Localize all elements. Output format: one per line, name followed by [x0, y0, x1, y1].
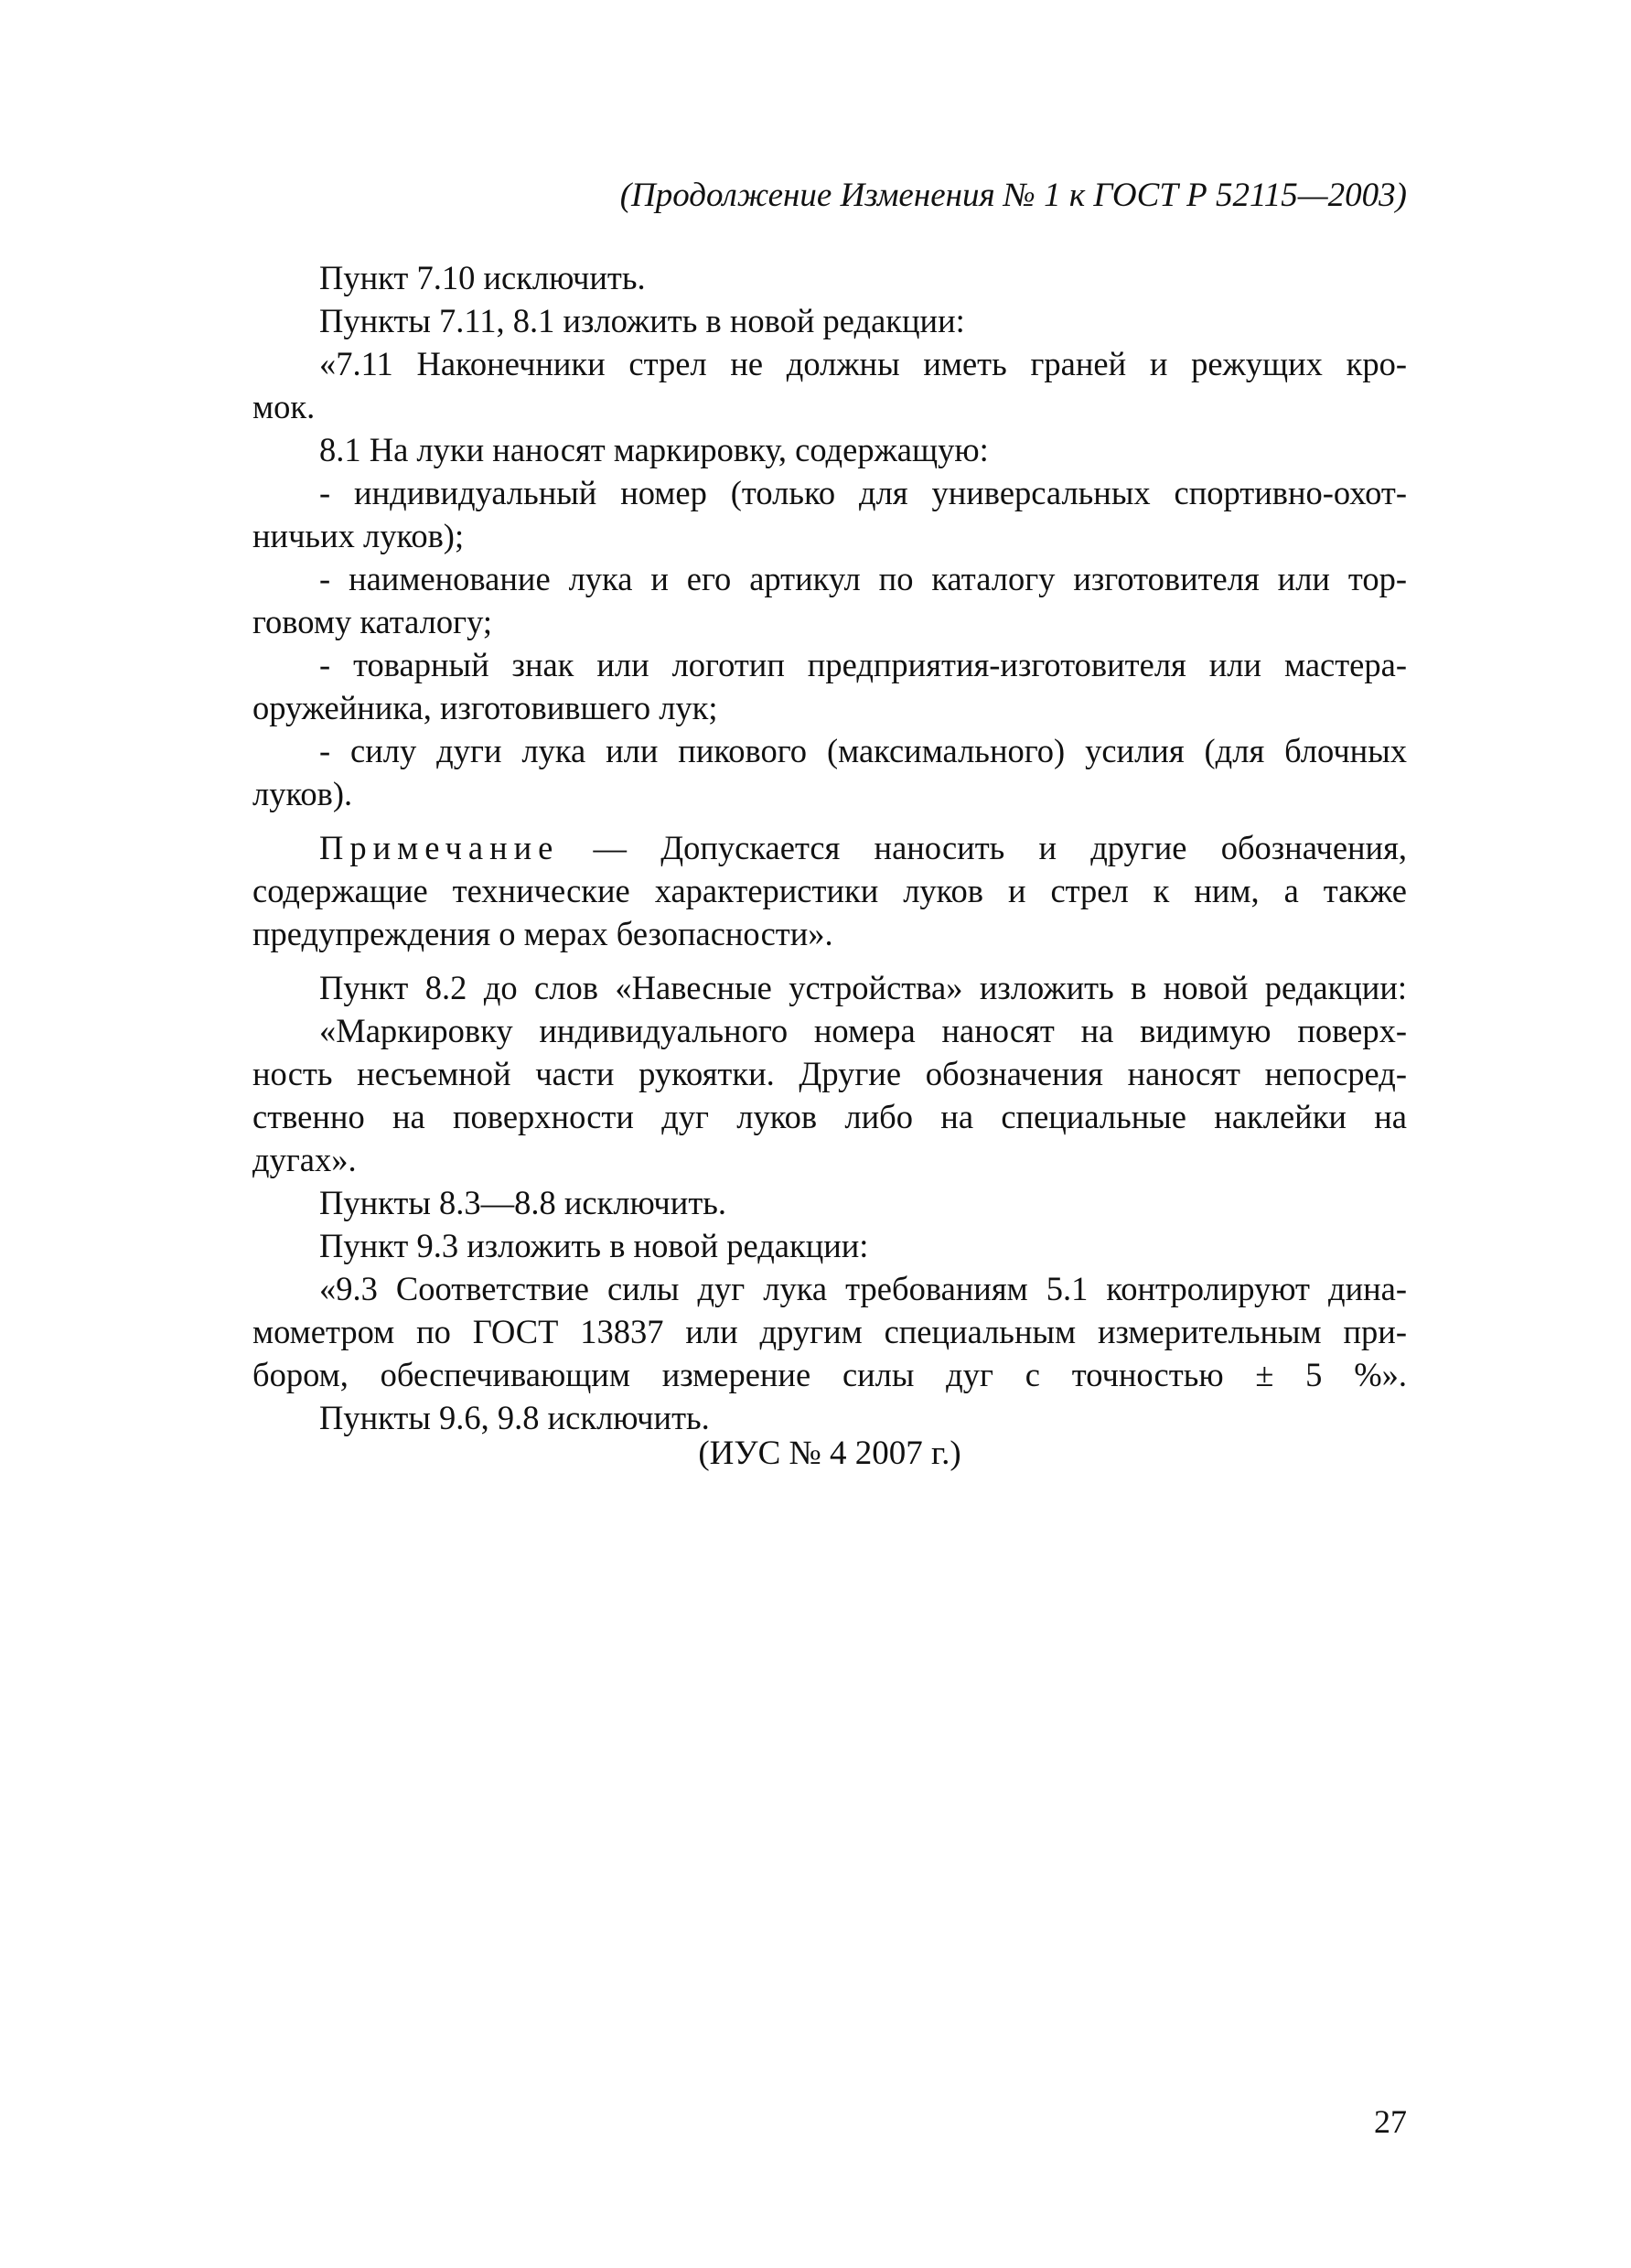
text-line: мок.: [252, 388, 316, 425]
ius-reference: (ИУС № 4 2007 г.): [698, 1435, 961, 1472]
text-line: Пункты 7.11, 8.1 изложить в новой редакции:: [319, 302, 965, 339]
text-line: «9.3 Соответствие силы дуг лука требованиям 5.1 контролируют дина-: [319, 1270, 1407, 1307]
note-label: Примечание: [319, 829, 560, 866]
text-line: говому каталогу;: [252, 603, 493, 640]
text-line: бором, обеспечивающим измерение силы дуг с точностью ± 5 %».: [252, 1356, 1407, 1393]
amendment-text-block-2: [252, 966, 1407, 1439]
text-line: ность несъемной части рукоятки. Другие обозначения наносят непосред-: [252, 1055, 1407, 1092]
note-line: [252, 826, 1407, 869]
text-line: луков).: [252, 775, 353, 812]
text-line: «Маркировку индивидуального номера наносят на видимую поверх-: [319, 1012, 1407, 1049]
page-number: 27: [1374, 2103, 1407, 2140]
text-line: - силу дуги лука или пикового (максимального) усилия (для блочных: [319, 732, 1407, 769]
text-line: Пункт 9.3 изложить в новой редакции:: [319, 1227, 869, 1264]
text-line: ственно на поверхности дуг луков либо на специальные наклейки на: [252, 1098, 1407, 1135]
text-line: Пункт 8.2 до слов «Навесные устройства» изложить в новой редакции:: [319, 969, 1407, 1006]
text-line: Пункты 9.6, 9.8 исключить.: [319, 1399, 710, 1436]
text-line: «7.11 Наконечники стрел не должны иметь граней и режущих кро-: [319, 345, 1407, 382]
amendment-text-block-1: [252, 256, 1407, 815]
note-text: — Допускается наносить и другие обозначения,: [559, 829, 1407, 866]
text-line: ничьих луков);: [252, 517, 465, 554]
text-line: мометром по ГОСТ 13837 или другим специальным измерительным при-: [252, 1313, 1407, 1350]
document-body: [252, 256, 1407, 1439]
note-line: предупреждения о мерах безопасности».: [252, 915, 833, 952]
text-line: 8.1 На луки наносят маркировку, содержащую:: [319, 431, 989, 468]
text-line: - товарный знак или логотип предприятия-изготовителя или мастера-: [319, 646, 1407, 683]
text-line: - индивидуальный номер (только для универсальных спортивно-охот-: [319, 474, 1407, 511]
continuation-header: (Продолжение Изменения № 1 к ГОСТ Р 52115—2003): [619, 177, 1407, 214]
text-line: Пункт 7.10 исключить.: [319, 259, 646, 296]
text-line: Пункты 8.3—8.8 исключить.: [319, 1184, 727, 1221]
note-block: [252, 826, 1407, 955]
text-line: дугах».: [252, 1141, 357, 1178]
note-line: содержащие технические характеристики луков и стрел к ним, а также: [252, 872, 1407, 909]
text-line: оружейника, изготовившего лук;: [252, 689, 718, 726]
text-line: - наименование лука и его артикул по каталогу изготовителя или тор-: [319, 560, 1407, 597]
